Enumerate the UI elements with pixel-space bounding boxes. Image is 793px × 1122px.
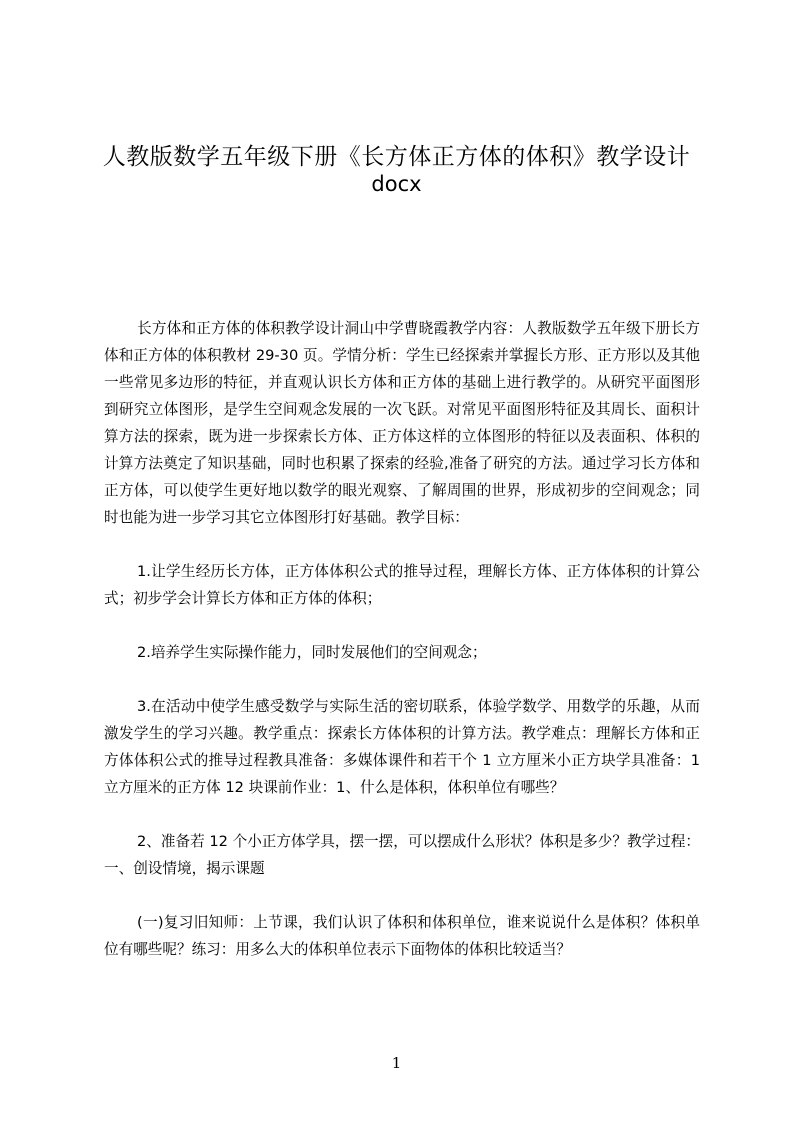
- paragraph-objective-2: 2.培养学生实际操作能力，同时发展他们的空间观念；: [137, 644, 487, 661]
- paragraph-review: (一)复习旧知师：上节课，我们认识了体积和体积单位，谁来说说什么是体积？体积单位有哪些呢？练习：用多么大的体积单位表示下面物体的体积比较适当？: [104, 914, 700, 958]
- document-body: [104, 315, 700, 963]
- document-title: 人教版数学五年级下册《长方体正方体的体积》教学设计: [102, 144, 691, 170]
- paragraph-preparation: 2、准备若 12 个小正方体学具，摆一摆，可以摆成什么形状？体积是多少？教学过程：一、创设情境，揭示课题: [104, 833, 700, 877]
- paragraph-objective-3: 3.在活动中使学生感受数学与实际生活的密切联系，体验学数学、用数学的乐趣，从而激发学生的学习兴趣。教学重点：探索长方体体积的计算方法。教学难点：理解长方体和正方体体积公式的推导过程教具准备：多媒体课件和若干个 1 立方厘米小正方块学具准备：1 立方厘米的正方体 12 块课前作业：1、什么是体积，体积单位有哪些？: [104, 698, 700, 796]
- document-subtitle: docx: [371, 172, 422, 196]
- paragraph-objective-1: 1.让学生经历长方体，正方体体积公式的推导过程，理解长方体、正方体体积的计算公式；初步学会计算长方体和正方体的体积；: [104, 563, 700, 607]
- page-number: 1: [391, 1054, 402, 1072]
- paragraph-intro: 长方体和正方体的体积教学设计洞山中学曹晓霞教学内容：人教版数学五年级下册长方体和正方体的体积教材 29-30 页。学情分析：学生已经探索并掌握长方形、正方形以及其他一些常见多边形的特征，并直观认识长方体和正方体的基础上进行教学的。从研究平面图形到研究立体图形，是学生空间观念发展的一次飞跃。对常见平面图形特征及其周长、面积计算方法的探索，既为进一步探索长方体、正方体这样的立体图形的特征以及表面积、体积的计算方法奠定了知识基础，同时也积累了探索的经验,准备了研究的方法。通过学习长方体和正方体，可以使学生更好地以数学的眼光观察、了解周围的世界，形成初步的空间观念；同时也能为进一步学习其它立体图形打好基础。教学目标：: [104, 320, 700, 526]
